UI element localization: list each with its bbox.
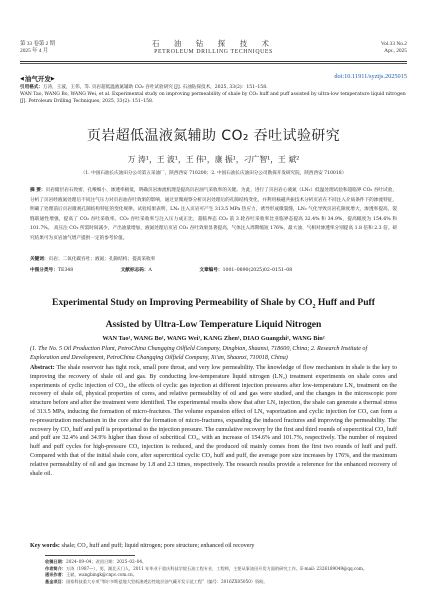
title-en-line1-end: Huff and Puff xyxy=(315,297,375,308)
keywords-cn-label: 关键词： xyxy=(30,257,49,262)
abstract-en-text: The shale reservoir has tight rock, small pore throat, and very low permeability. The knowledge of flow mechanism in shale is the key to improving the recovery of shale oil and gas. By conducting low-temperature liquid nitrogen (LN₂) treatment experiments on shale cores and experiments of cyclic injection of CO₂, the effects of cyclic gas injection at different injection pressures after low-temperature LN₂ treatment on the recovery of shale oil, physical properties of cores, and relative permeability of oil and gas were studied, and the changes in the microscopic pore structure before and after the treatment were identified. The experimental results show that after LN₂ injection, the shale can generate a thermal stress of 313.5 MPa, inducing the formation of micro-fractures. The volume expansion effect of LN₂ vaporization and cyclic injection for CO₂ can form a re-pressurization mechanism in the core after the formation of micro-fractures, expanding the induced fractures and improving the permeability. The recovery by CO₂ huff and puff is proportional to the injection pressure. The cumulative recovery by the first and third rounds of supercritical CO₂ huff and puff are 32.4% and 34.9% higher than those of subcritical CO₂, with an increase of 154.6% and 101.7%, respectively. The number of required huff and puff cycles for high-pressure CO₂ injection is reduced, and the produced oil mainly comes from the first two rounds of huff and puff. Compared with that of the initial shale core, after supercritical cyclic CO₂ huff and puff, the average pore size increases by 176%, and the maximum relative permeability of oil and gas increase by 1.8 and 2.3 times, respectively. The research results provide a reference for the enhanced recovery of shale oil. xyxy=(30,365,397,477)
authors-cn: 万 涛¹，王 波¹，王 伟¹，康 振¹，刁广智¹，王 斌² xyxy=(127,155,300,164)
date-cn: 2025 年 4 月 xyxy=(20,48,49,54)
abstract-cn-text: 页岩储层岩石致密、孔喉细小、渗透率极低，明确页岩渗流机理是提高页岩油气采收率的关键。为此，进行了页岩岩心液氮（LN₂）低温处理试验和超临界 CO₂ 吞吐试验，分析了页岩经液氮处理后不同注气压力对页岩油吞吐效果的影响，通过显微观察分析页岩处理后的孔隙结构变化，并利用核磁共振技术分析页岩在不同注入介质条件下的渗流特征，明确了处理前后页岩微观孔隙结构特征的变化规律。试验结果表明，LN₂ 注入页岩可产生 313.5 MPa 热应力，诱导形成微裂缝，LN₂ 气化导致页岩孔隙度增大，渗透率提高，裂缝联通性增强，提高了 CO₂ 吞吐采收率。CO₂ 吞吐采收率与注入压力成正比，超临界态 CO₂ 前 3 轮吞吐采收率比亚临界态提高 32.4% 和 34.9%，提高幅度为 154.6% 和 101.7%。 高压注 CO₂ 所需时间减少，产出油量增加，液氮处理后页岩 CO₂ 吞吐效果显著提高，气体注入周期缩短 176%，最大油、气相对渗透率分别提高 1.8 倍和 2.3 倍。研究结果可为页岩油气增产提供一定的参考价值。 xyxy=(30,188,397,241)
header-center xyxy=(20,39,407,56)
abstract-cn-label: 摘 要： xyxy=(30,188,46,193)
keywords-cn-text: 页岩；二氧化碳吞吐；液氮；孔隙结构；提高采收率 xyxy=(48,257,156,262)
journal-name-en: PETROLEUM DRILLING TECHNIQUES xyxy=(154,49,273,55)
footnotes xyxy=(45,559,407,585)
footnote-fund xyxy=(45,579,407,586)
citation-label: 引用格式： xyxy=(20,85,43,90)
date-en: Apr., 2025 xyxy=(384,48,407,54)
section-mark-right: ▶ xyxy=(50,76,55,82)
keywords-en xyxy=(30,542,397,551)
title-en-line1: Experimental Study on Improving Permeability of Shale by CO xyxy=(52,297,313,308)
fund-text: 国家科技重大专项“鄂尔多斯盆地大型低渗透岩性地层油气藏开发示范工程”（编号：2016ZX05050）资助。 xyxy=(65,578,268,584)
author-bio-text: 万涛（1987—），男，湖北天门人，2011 年毕业于重庆科技学院石油工程专业，工程师，主要从事油田开发方面的研究工作。E-mail: 2326189049@qq.com。 xyxy=(65,565,368,571)
classification-line xyxy=(30,267,397,273)
paper-title-en xyxy=(0,294,427,333)
section-label: 油气开发 xyxy=(24,75,51,83)
doc-code-label: 文献标志码： xyxy=(120,268,149,273)
fund-label: 基金项目： xyxy=(45,578,66,584)
clc-label: 中图分类号： xyxy=(30,268,58,273)
affiliations-en: (1. The No. 5 Oil Production Plant, PetroChina Changqing Oilfield Company, Dingbian, Shaanxi, 718600, China; 2. Research Institute of Exploration and Development, PetroChina Changqing Oilfield Company, Xi'an, Shaanxi, 710018, China) xyxy=(30,346,368,361)
received-label: 收稿日期： xyxy=(45,559,66,564)
paper-title-cn: 页岩超低温液氮辅助 CO₂ 吞吐试验研究 xyxy=(86,128,341,144)
received-text: 2024–09–04；改回日期：2025–02–04。 xyxy=(65,559,147,564)
volume-issue-en: Vol.33 No.2 xyxy=(380,41,407,47)
title-en-subscript: 2 xyxy=(312,303,316,310)
article-number-label: 文章编号： xyxy=(199,268,223,273)
abstract-en xyxy=(30,364,397,478)
corresponding-text: 王斌，wangbingk@cnpc.com.cn。 xyxy=(65,572,137,577)
corresponding-label: 通讯作者： xyxy=(45,572,66,577)
affiliations-cn: （1. 中国石油长庆油田分公司第五采油厂，陕西西安 710200；2. 中国石油长庆油田分公司勘探开发研究院，陕西西安 710018） xyxy=(80,171,347,176)
volume-issue-cn: 第 33 卷第 2 期 xyxy=(20,41,56,47)
journal-header xyxy=(20,39,407,61)
keywords-cn xyxy=(30,256,397,262)
keywords-en-label: Key words: xyxy=(30,543,60,549)
title-en-line2: Assisted by Ultra-Low Temperature Liquid Nitrogen xyxy=(105,318,322,330)
doi-link[interactable]: doi:10.11911/syztjs.2025015 xyxy=(334,73,407,80)
author-bio-label: 作者简介： xyxy=(45,565,66,571)
article-number-value: 1001–0890(2025)02–0151–08 xyxy=(222,268,293,273)
header-rule-thin xyxy=(20,63,407,64)
keywords-en-text: shale; CO₂ huff and puff; liquid nitrogen; pore structure; enhanced oil recovery xyxy=(61,543,255,549)
header-right xyxy=(381,41,407,55)
citation-en: WAN Tao, WANG Bo, WANG Wei, et al. Experimental study on improving permeability of shale by CO₂ huff and puff assisted by ultra-low temperature liquid nitrogen [J]. Petroleum Drilling Techniques, 2025, 33(2): 151–158. xyxy=(20,92,406,104)
citation-block xyxy=(20,84,408,105)
doc-code-value: A xyxy=(148,268,152,273)
abstract-cn xyxy=(30,186,397,243)
authors-en: WAN Tao¹, WANG Bo¹, WANG Wei¹, KANG Zhen¹, DIAO Guangzhi¹, WANG Bin² xyxy=(102,335,325,342)
section-mark-left: ◀ xyxy=(20,76,24,82)
section-heading xyxy=(20,74,56,83)
clc-value: TE348 xyxy=(57,268,74,273)
footnote-rule xyxy=(45,555,135,556)
citation-cn: 万涛，王波，王伟，等. 页岩超低温液氮辅助 CO₂ 吞吐试验研究 [J]. 石油钻探技术，2025, 33(2)：151–158. xyxy=(42,85,268,90)
abstract-en-label: Abstract: xyxy=(30,365,55,371)
journal-name-cn: 石 油 钻 探 技 术 xyxy=(152,39,275,48)
header-rule xyxy=(20,61,407,62)
